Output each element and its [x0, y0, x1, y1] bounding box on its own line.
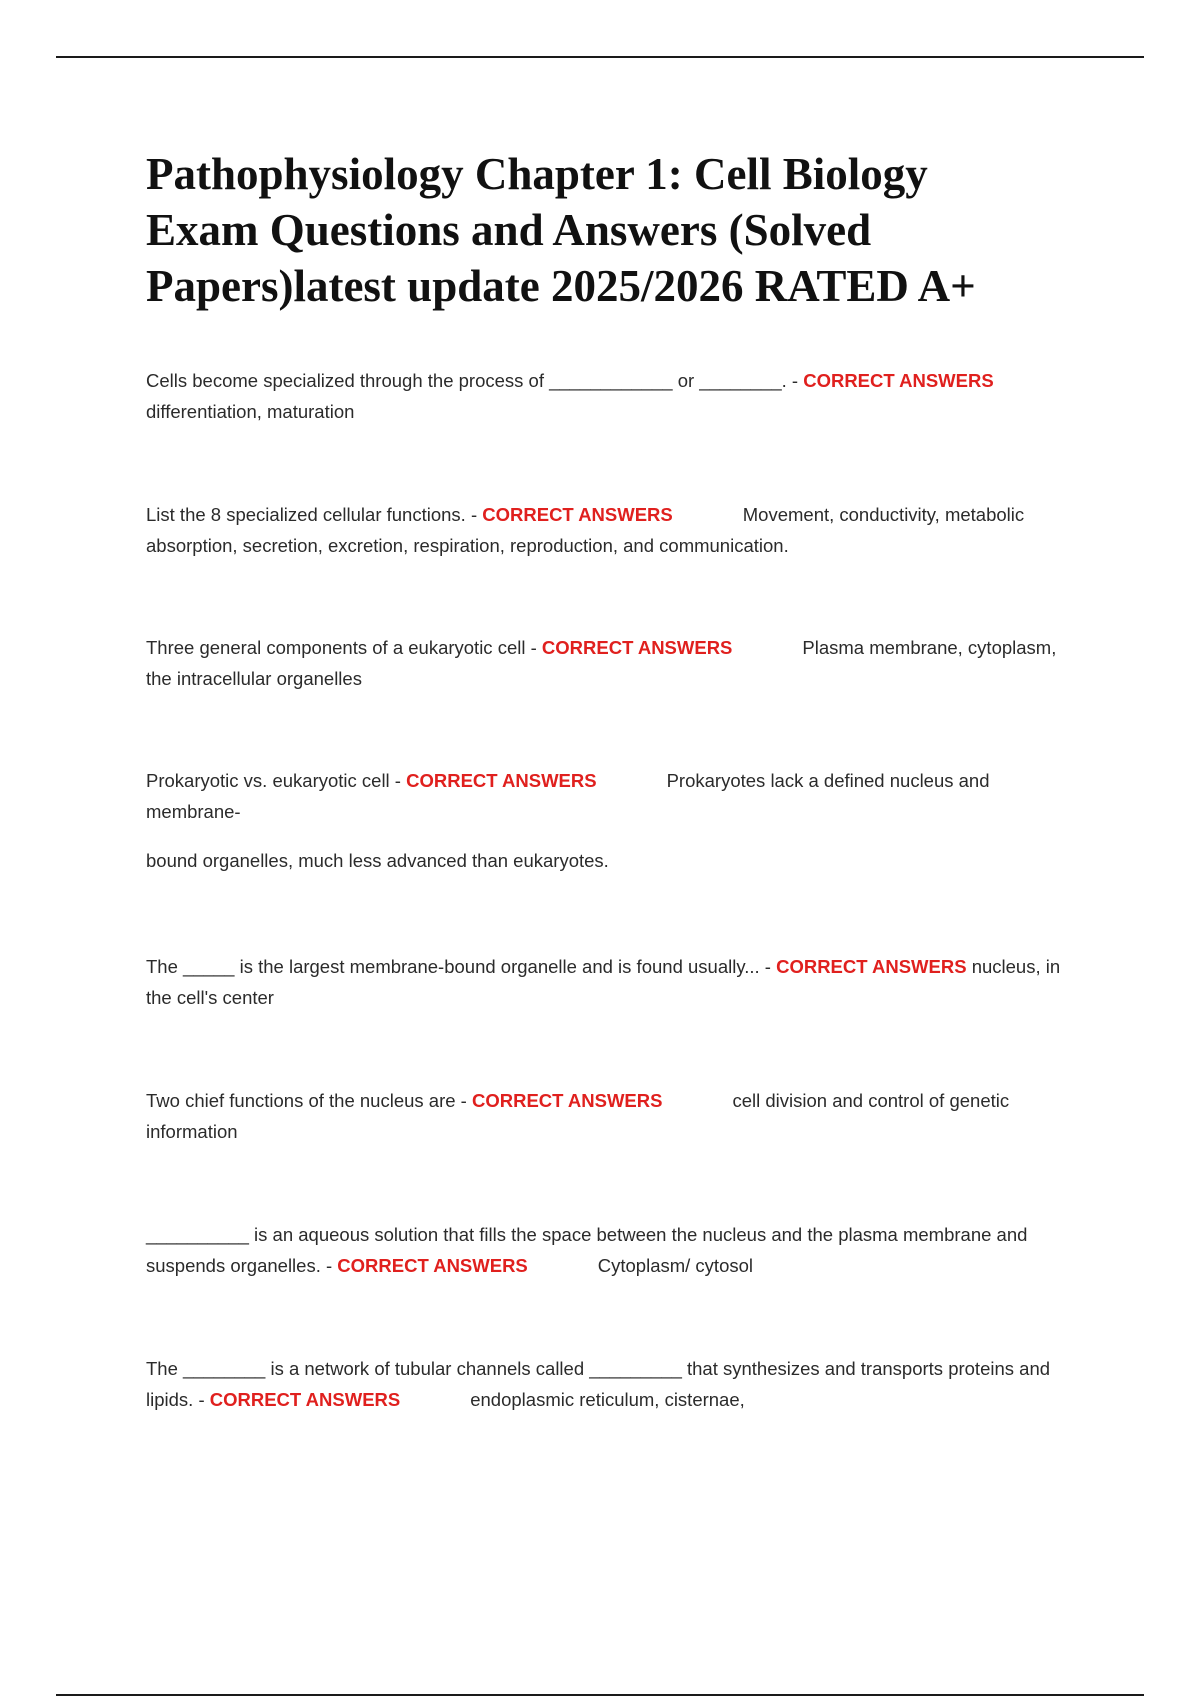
answer-text: differentiation, maturation	[146, 401, 355, 422]
answer-text: Prokaryotes lack a defined nucleus and membrane-	[146, 770, 990, 822]
question-text: Three general components of a eukaryotic cell -	[146, 637, 542, 658]
header-rule	[56, 56, 1144, 58]
correct-answers-label: CORRECT ANSWERS	[471, 1090, 663, 1111]
qa-item-6	[146, 1085, 1086, 1147]
answer-text: endoplasmic reticulum, cisternae,	[470, 1389, 745, 1410]
answer-text: nucleus, in the cell's center	[146, 956, 1061, 1008]
qa-item-1	[146, 365, 1086, 427]
answer-text: Cytoplasm/ cytosol	[597, 1255, 754, 1276]
question-text: The _____ is the largest membrane-bound organelle and is found usually... -	[146, 956, 777, 977]
answer-text: Movement, conductivity, metabolic absorption, secretion, excretion, respiration, reproduction, and communication.	[146, 504, 1025, 556]
footer-rule	[56, 1694, 1144, 1696]
answer-text: Plasma membrane, cytoplasm, the intracellular organelles	[146, 637, 1057, 689]
question-text: Cells become specialized through the process of ____________ or ________. -	[146, 370, 804, 391]
qa-item-4	[146, 765, 1086, 876]
qa-item-7	[146, 1219, 1086, 1281]
qa-item-8	[146, 1353, 1086, 1415]
correct-answers-label: CORRECT ANSWERS	[803, 370, 994, 391]
qa-item-2	[146, 499, 1086, 561]
question-text: The ________ is a network of tubular channels called _________ that synthesizes and transports proteins and lipids. -	[146, 1358, 1051, 1410]
qa-item-5	[146, 951, 1086, 1013]
question-text: Two chief functions of the nucleus are -	[146, 1090, 472, 1111]
correct-answers-label: CORRECT ANSWERS	[406, 770, 597, 791]
correct-answers-label: CORRECT ANSWERS	[209, 1389, 401, 1410]
correct-answers-label: CORRECT ANSWERS	[541, 637, 733, 658]
qa-item-3	[146, 632, 1086, 694]
question-text: __________ is an aqueous solution that fills the space between the nucleus and the plasma membrane and suspends organelles. -	[146, 1224, 1028, 1276]
answer-text: cell division and control of genetic information	[146, 1090, 1010, 1142]
question-text: Prokaryotic vs. eukaryotic cell -	[146, 770, 407, 791]
correct-answers-label: CORRECT ANSWERS	[482, 504, 673, 525]
title-line-1: Pathophysiology Chapter 1: Cell Biology	[146, 149, 928, 199]
title-line-3: Papers)latest update 2025/2026 RATED A+	[146, 261, 976, 311]
correct-answers-label: CORRECT ANSWERS	[776, 956, 967, 977]
title-line-2: Exam Questions and Answers (Solved	[146, 205, 872, 255]
answer-continuation: bound organelles, much less advanced than eukaryotes.	[146, 850, 609, 871]
question-text: List the 8 specialized cellular functions. -	[146, 504, 483, 525]
document-title	[146, 146, 1096, 314]
correct-answers-label: CORRECT ANSWERS	[337, 1255, 528, 1276]
